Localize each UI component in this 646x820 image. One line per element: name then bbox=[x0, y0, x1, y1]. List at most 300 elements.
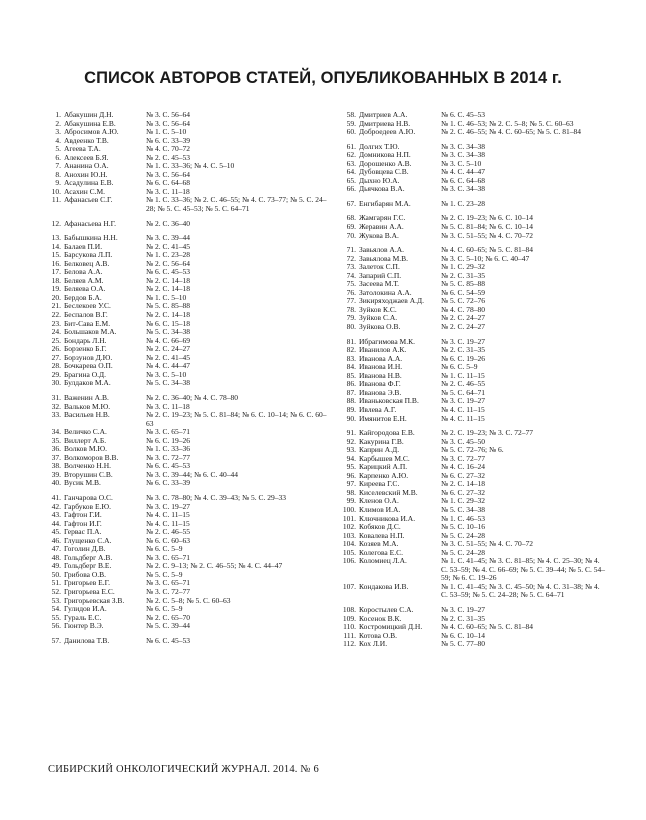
author-number: 64. bbox=[346, 167, 356, 177]
author-number: 9. bbox=[55, 178, 61, 188]
author-number: 66. bbox=[346, 184, 356, 194]
author-number: 36. bbox=[51, 444, 61, 454]
author-refs: № 6. С. 5–9 bbox=[441, 362, 478, 372]
author-number: 5. bbox=[55, 144, 61, 154]
author-refs: № 4. С. 11–15 bbox=[441, 413, 485, 423]
author-name: Каприн А.Д. bbox=[359, 446, 400, 455]
author-name: Козяев М.А. bbox=[359, 540, 399, 549]
author-number: 14. bbox=[51, 241, 61, 251]
author-refs: № 2. С. 56–64 bbox=[146, 258, 191, 268]
author-number: 86. bbox=[346, 379, 356, 389]
author-refs: № 5. С. 72–76; № 6. bbox=[441, 445, 504, 455]
author-number: 60. bbox=[346, 127, 356, 137]
author-number: 101. bbox=[342, 513, 356, 523]
author-number: 96. bbox=[346, 470, 356, 480]
author-number: 27. bbox=[51, 352, 61, 362]
author-refs: № 3. С. 5–10; № 6. С. 40–47 bbox=[441, 253, 530, 263]
author-number: 110. bbox=[343, 622, 356, 632]
author-number: 87. bbox=[346, 387, 356, 397]
author-name: Вусик М.В. bbox=[64, 479, 101, 488]
author-number: 44. bbox=[51, 518, 61, 528]
author-number: 8. bbox=[55, 169, 61, 179]
author-name: Иваньковская П.В. bbox=[359, 397, 419, 406]
author-refs: № 6. С. 19–26 bbox=[146, 435, 191, 445]
author-refs: № 2. С. 9–13; № 2. С. 46–55; № 4. С. 44–47 bbox=[146, 561, 283, 571]
author-number: 15. bbox=[51, 250, 61, 260]
author-refs: № 4. С. 11–15 bbox=[146, 510, 190, 520]
author-refs: № 2. С. 46–55 bbox=[441, 379, 486, 389]
author-number: 29. bbox=[51, 369, 61, 379]
author-refs: № 6. С. 45–53 bbox=[146, 635, 191, 645]
author-refs: № 5. С. 10–16 bbox=[441, 522, 486, 532]
author-number: 92. bbox=[346, 436, 356, 446]
author-number: 106. bbox=[342, 556, 356, 566]
author-refs: № 3. С. 34–38 bbox=[441, 150, 486, 160]
author-name: Васильев Н.В. bbox=[64, 411, 110, 420]
author-number: 80. bbox=[346, 322, 356, 332]
author-name: Коломиец Л.А. bbox=[359, 557, 407, 566]
author-number: 108. bbox=[342, 604, 356, 614]
author-name: Дмитриева Н.В. bbox=[359, 119, 411, 128]
author-name: Косенок В.К. bbox=[359, 614, 402, 623]
author-number: 6. bbox=[55, 152, 61, 162]
author-refs: № 4. С. 44–47 bbox=[146, 361, 191, 371]
author-refs: № 6. С. 60–63 bbox=[146, 535, 191, 545]
author-number: 73. bbox=[346, 262, 356, 272]
author-refs: № 6. С. 27–32 bbox=[441, 487, 486, 497]
author-number: 46. bbox=[51, 535, 61, 545]
author-refs: № 2. С. 31–35 bbox=[441, 345, 486, 355]
author-refs: № 5. С. 81–84; № 6. С. 10–14 bbox=[441, 222, 534, 232]
author-refs: № 3. С. 19–27 bbox=[441, 604, 486, 614]
author-entry bbox=[48, 479, 330, 488]
author-entry bbox=[338, 185, 608, 194]
author-name: Гольдберг А.В. bbox=[64, 553, 113, 562]
author-number: 25. bbox=[51, 335, 61, 345]
author-number: 79. bbox=[346, 313, 356, 323]
author-number: 74. bbox=[346, 270, 356, 280]
author-number: 83. bbox=[346, 353, 356, 363]
author-refs: № 6. С. 19–26 bbox=[441, 353, 486, 363]
author-number: 78. bbox=[346, 304, 356, 314]
author-name: Бабышкина Н.Н. bbox=[64, 234, 118, 243]
author-refs: № 3. С. 56–64 bbox=[146, 169, 191, 179]
author-entry bbox=[338, 323, 608, 332]
author-number: 69. bbox=[346, 222, 356, 232]
author-refs: № 2. С. 24–27 bbox=[146, 344, 191, 354]
author-refs: № 6. С. 5–9 bbox=[146, 544, 183, 554]
author-name: Зуйков К.С. bbox=[359, 305, 397, 314]
author-number: 51. bbox=[51, 578, 61, 588]
author-name: Брагина О.Д. bbox=[64, 370, 106, 379]
author-number: 70. bbox=[346, 230, 356, 240]
author-name: Гервас П.А. bbox=[64, 528, 102, 537]
author-refs: № 2. С. 14–18 bbox=[146, 284, 191, 294]
author-number: 54. bbox=[51, 604, 61, 614]
author-number: 91. bbox=[346, 428, 356, 438]
author-list-left-column bbox=[48, 111, 330, 645]
author-number: 103. bbox=[342, 530, 356, 540]
author-name: Волкоморов В.В. bbox=[64, 453, 119, 462]
author-refs: № 2. С. 14–18 bbox=[146, 275, 191, 285]
author-refs: № 3. С. 56–64 bbox=[146, 110, 191, 119]
author-refs: № 4. С. 60–65; № 5. С. 81–84 bbox=[441, 622, 534, 632]
author-number: 97. bbox=[346, 479, 356, 489]
author-refs: № 2. С. 31–35 bbox=[441, 613, 486, 623]
author-refs: № 2. С. 19–23; № 3. С. 72–77 bbox=[441, 428, 534, 438]
author-name: Ананина О.А. bbox=[64, 162, 109, 171]
author-entry bbox=[48, 411, 330, 428]
author-refs: № 1. С. 29–32 bbox=[441, 496, 486, 506]
author-name: Кайгородова Е.В. bbox=[359, 429, 415, 438]
author-refs: № 4. С. 16–24 bbox=[441, 462, 486, 472]
author-number: 82. bbox=[346, 345, 356, 355]
author-refs: № 4. С. 70–72 bbox=[146, 144, 191, 154]
author-number: 89. bbox=[346, 404, 356, 414]
author-name: Ганчарова О.С. bbox=[64, 493, 113, 502]
author-refs: № 2. С. 14–18 bbox=[146, 310, 191, 320]
author-name: Большаков М.А. bbox=[64, 328, 117, 337]
author-number: 62. bbox=[346, 150, 356, 160]
author-name: Волченко Н.Н. bbox=[64, 462, 111, 471]
author-name: Гулидов И.А. bbox=[64, 605, 107, 614]
author-number: 57. bbox=[51, 635, 61, 645]
author-name: Абросимов А.Ю. bbox=[64, 128, 119, 137]
author-name: Жукова В.А. bbox=[359, 231, 399, 240]
author-name: Дорошенко А.В. bbox=[359, 159, 412, 168]
author-name: Зуйкова О.В. bbox=[359, 323, 401, 332]
author-name: Иванова Ф.Г. bbox=[359, 380, 401, 389]
author-name: Гураль Е.С. bbox=[64, 613, 102, 622]
author-refs: № 4. С. 11–15 bbox=[146, 518, 190, 528]
author-refs: № 5. С. 5–9 bbox=[146, 569, 183, 579]
author-number: 42. bbox=[51, 501, 61, 511]
author-number: 94. bbox=[346, 453, 356, 463]
author-refs: № 5. С. 24–28 bbox=[441, 547, 486, 557]
author-refs: № 2. С. 41–45 bbox=[146, 241, 191, 251]
author-number: 48. bbox=[51, 552, 61, 562]
author-entry bbox=[338, 583, 608, 600]
author-refs: № 6. С. 45–53 bbox=[146, 267, 191, 277]
author-name: Какурина Г.В. bbox=[359, 437, 404, 446]
author-refs: № 2. С. 36–40; № 4. С. 78–80 bbox=[146, 392, 239, 402]
author-refs: № 3. С. 19–27 bbox=[146, 501, 191, 511]
author-refs: № 2. С. 24–27 bbox=[441, 313, 486, 323]
author-number: 37. bbox=[51, 452, 61, 462]
author-name: Кобяков Д.С. bbox=[359, 523, 401, 532]
author-refs: № 3. С. 39–44; № 6. С. 40–44 bbox=[146, 469, 239, 479]
author-number: 38. bbox=[51, 461, 61, 471]
author-refs: № 5. С. 24–28 bbox=[441, 530, 486, 540]
author-name: Кондакова И.В. bbox=[359, 582, 409, 591]
author-number: 58. bbox=[346, 110, 356, 119]
author-refs: № 3. С. 11–18 bbox=[146, 186, 190, 196]
author-number: 102. bbox=[342, 522, 356, 532]
author-name: Иванова А.А. bbox=[359, 354, 403, 363]
author-number: 52. bbox=[51, 586, 61, 596]
author-name: Дмитриев А.А. bbox=[359, 111, 408, 119]
author-name: Иванова И.Н. bbox=[359, 363, 403, 372]
author-refs: № 5. С. 64–71 bbox=[441, 387, 486, 397]
author-refs: № 6. С. 33–39 bbox=[146, 478, 191, 488]
author-number: 3. bbox=[55, 127, 61, 137]
author-refs: № 3. С. 51–55; № 4. С. 70–72 bbox=[441, 539, 534, 549]
author-number: 56. bbox=[51, 621, 61, 631]
author-name: Абакушин Д.Н. bbox=[64, 111, 114, 119]
author-number: 104. bbox=[342, 539, 356, 549]
author-number: 19. bbox=[51, 284, 61, 294]
author-number: 55. bbox=[51, 612, 61, 622]
author-name: Балаев П.И. bbox=[64, 242, 103, 251]
author-refs: № 3. С. 39–44 bbox=[146, 233, 191, 243]
author-number: 47. bbox=[51, 544, 61, 554]
author-number: 22. bbox=[51, 310, 61, 320]
author-name: Дубовцева С.В. bbox=[359, 168, 409, 177]
author-refs: № 3. С. 19–27 bbox=[441, 396, 486, 406]
author-refs: № 2. С. 14–18 bbox=[441, 479, 486, 489]
author-number: 30. bbox=[51, 378, 61, 388]
author-name: Костромицкий Д.Н. bbox=[359, 623, 423, 632]
author-entry bbox=[48, 285, 330, 294]
author-entry bbox=[48, 220, 330, 229]
author-refs: № 1. С. 33–36 bbox=[146, 444, 191, 454]
author-entry bbox=[338, 200, 608, 209]
author-name: Белова А.А. bbox=[64, 268, 103, 277]
author-name: Асахин С.М. bbox=[64, 187, 106, 196]
author-name: Климов И.А. bbox=[359, 505, 401, 514]
author-name: Колегова Е.С. bbox=[359, 548, 403, 557]
author-refs: № 3. С. 56–64 bbox=[146, 118, 191, 128]
author-name: Беляева О.А. bbox=[64, 285, 106, 294]
author-refs: № 3. С. 34–38 bbox=[441, 184, 486, 194]
author-refs: № 1. С. 33–36; № 2. С. 46–55; № 4. С. 73–77; № 5. С. 24–28; № 5. С. 45–53; № 5. С. 64–71 bbox=[146, 195, 327, 214]
author-name: Булдаков М.А. bbox=[64, 379, 111, 388]
author-refs: № 2. С. 31–35 bbox=[441, 270, 486, 280]
author-number: 21. bbox=[51, 301, 61, 311]
author-number: 72. bbox=[346, 253, 356, 263]
author-refs: № 3. С. 65–71 bbox=[146, 552, 191, 562]
author-refs: № 3. С. 51–55; № 4. С. 70–72 bbox=[441, 230, 534, 240]
author-name: Карицкий А.П. bbox=[359, 463, 408, 472]
author-name: Данилова Т.В. bbox=[64, 636, 110, 645]
author-name: Борзенко Б.Г. bbox=[64, 345, 107, 354]
author-name: Зуйков С.А. bbox=[359, 314, 398, 323]
author-entry bbox=[48, 537, 330, 546]
author-number: 50. bbox=[51, 569, 61, 579]
author-name: Коростылев С.А. bbox=[359, 605, 414, 614]
author-entry bbox=[48, 597, 330, 606]
author-refs: № 4. С. 66–69 bbox=[146, 335, 191, 345]
author-name: Доброедеев А.Ю. bbox=[359, 128, 416, 137]
author-refs: № 3. С. 72–77 bbox=[441, 453, 486, 463]
author-number: 93. bbox=[346, 445, 356, 455]
author-refs: № 2. С. 46–55 bbox=[146, 527, 191, 537]
author-name: Григорьева Е.С. bbox=[64, 587, 115, 596]
author-name: Иванова Н.В. bbox=[359, 371, 402, 380]
author-number: 109. bbox=[342, 613, 356, 623]
author-number: 81. bbox=[346, 336, 356, 346]
author-number: 43. bbox=[51, 510, 61, 520]
author-number: 112. bbox=[343, 639, 356, 649]
author-entry bbox=[48, 562, 330, 571]
author-name: Гафтон Г.И. bbox=[64, 511, 102, 520]
author-refs: № 3. С. 5–10 bbox=[146, 369, 187, 379]
author-refs: № 1. С. 46–53 bbox=[441, 513, 486, 523]
author-refs: № 2. С. 19–23; № 6. С. 10–14 bbox=[441, 213, 534, 223]
author-name: Ковалева Н.П. bbox=[359, 531, 405, 540]
author-name: Алексеев Б.Я. bbox=[64, 153, 109, 162]
author-refs: № 3. С. 72–77 bbox=[146, 586, 191, 596]
author-name: Виллерт А.Б. bbox=[64, 436, 107, 445]
author-refs: № 4. С. 78–80 bbox=[441, 304, 486, 314]
author-number: 100. bbox=[342, 504, 356, 514]
author-name: Киселевский М.В. bbox=[359, 488, 418, 497]
author-entry bbox=[338, 415, 608, 424]
author-number: 16. bbox=[51, 258, 61, 268]
author-name: Афанасьев С.Г. bbox=[64, 196, 113, 205]
author-refs: № 6. С. 45–53 bbox=[146, 461, 191, 471]
author-number: 53. bbox=[51, 595, 61, 605]
author-name: Киреева Г.С. bbox=[359, 480, 400, 489]
author-number: 68. bbox=[346, 213, 356, 223]
author-number: 35. bbox=[51, 435, 61, 445]
author-number: 31. bbox=[51, 392, 61, 402]
author-refs: № 1. С. 41–45; № 3. С. 81–85; № 4. С. 25–30; № 4. С. 53–59; № 4. С. 66–69; № 5. С. 39–44; № 5. С. 54–59; № 6. С. 19–26 bbox=[441, 556, 605, 583]
author-name: Ивлева А.Г. bbox=[359, 405, 397, 414]
author-refs: № 3. С. 65–71 bbox=[146, 578, 191, 588]
author-name: Имянитов Е.Н. bbox=[359, 414, 407, 423]
author-number: 84. bbox=[346, 362, 356, 372]
author-name: Бердов Б.А. bbox=[64, 293, 102, 302]
author-name: Гюнтер В.Э. bbox=[64, 622, 104, 631]
author-number: 75. bbox=[346, 279, 356, 289]
author-refs: № 1. С. 11–15 bbox=[441, 370, 485, 380]
author-entry bbox=[338, 128, 608, 137]
author-number: 111. bbox=[343, 630, 356, 640]
author-refs: № 1. С. 46–53; № 2. С. 5–8; № 5. С. 60–63 bbox=[441, 118, 574, 128]
author-refs: № 6. С. 64–68 bbox=[146, 178, 191, 188]
author-number: 20. bbox=[51, 292, 61, 302]
author-refs: № 6. С. 64–68 bbox=[441, 175, 486, 185]
author-refs: № 3. С. 65–71 bbox=[146, 427, 191, 437]
author-refs: № 3. С. 34–38 bbox=[441, 141, 486, 151]
author-name: Агеева Т.А. bbox=[64, 145, 101, 154]
author-refs: № 3. С. 45–50 bbox=[441, 436, 486, 446]
author-name: Кох Л.И. bbox=[359, 640, 388, 649]
author-number: 18. bbox=[51, 275, 61, 285]
journal-footer: СИБИРСКИЙ ОНКОЛОГИЧЕСКИЙ ЖУРНАЛ. 2014. № 6 bbox=[48, 764, 319, 775]
author-refs: № 3. С. 72–77 bbox=[146, 452, 191, 462]
author-name: Затолокина А.А. bbox=[359, 288, 412, 297]
author-refs: № 5. С. 39–44 bbox=[146, 621, 191, 631]
author-number: 76. bbox=[346, 287, 356, 297]
author-name: Енгибарян М.А. bbox=[359, 199, 411, 208]
author-refs: № 1. С. 5–10 bbox=[146, 127, 187, 137]
author-refs: № 5. С. 77–80 bbox=[441, 639, 486, 649]
author-number: 24. bbox=[51, 327, 61, 337]
author-name: Беспалов В.Г. bbox=[64, 311, 108, 320]
author-number: 107. bbox=[342, 581, 356, 591]
author-name: Жеравин А.А. bbox=[359, 223, 404, 232]
author-refs: № 2. С. 5–8; № 5. С. 60–63 bbox=[146, 595, 231, 605]
author-refs: № 2. С. 45–53 bbox=[146, 152, 191, 162]
author-number: 26. bbox=[51, 344, 61, 354]
author-number: 33. bbox=[51, 410, 61, 420]
author-number: 88. bbox=[346, 396, 356, 406]
author-entry bbox=[338, 232, 608, 241]
author-number: 90. bbox=[346, 413, 356, 423]
author-name: Гольдберг В.Е. bbox=[64, 562, 112, 571]
author-number: 12. bbox=[51, 218, 61, 228]
author-name: Григорьевская З.В. bbox=[64, 596, 125, 605]
author-name: Глущенко С.А. bbox=[64, 536, 112, 545]
author-refs: № 2. С. 24–27 bbox=[441, 322, 486, 332]
author-number: 1. bbox=[55, 110, 61, 119]
author-list-right-column bbox=[338, 111, 608, 649]
author-refs: № 5. С. 85–88 bbox=[146, 301, 191, 311]
author-refs: № 5. С. 72–76 bbox=[441, 296, 486, 306]
author-name: Бондарь Л.Н. bbox=[64, 336, 107, 345]
author-number: 23. bbox=[51, 318, 61, 328]
author-number: 4. bbox=[55, 135, 61, 145]
author-name: Иванилов А.К. bbox=[359, 346, 407, 355]
author-refs: № 1. С. 23–28 bbox=[441, 198, 486, 208]
author-name: Запарий С.П. bbox=[359, 271, 402, 280]
author-name: Гафтон И.Г. bbox=[64, 519, 102, 528]
author-refs: № 1. С. 41–45; № 3. С. 45–50; № 4. С. 31–38; № 4. С. 53–59; № 5. С. 24–28; № 5. С. 64–71 bbox=[441, 581, 600, 600]
author-number: 59. bbox=[346, 118, 356, 128]
author-name: Засеева М.Т. bbox=[359, 280, 400, 289]
author-number: 105. bbox=[342, 547, 356, 557]
author-name: Котова О.В. bbox=[359, 631, 398, 640]
author-refs: № 3. С. 78–80; № 4. С. 39–43; № 5. С. 29–33 bbox=[146, 492, 287, 502]
author-name: Иванова Э.В. bbox=[359, 388, 402, 397]
author-number: 11. bbox=[51, 195, 61, 205]
author-refs: № 4. С. 44–47 bbox=[441, 167, 486, 177]
author-name: Асадулина Е.В. bbox=[64, 179, 114, 188]
author-number: 63. bbox=[346, 158, 356, 168]
author-entry bbox=[48, 622, 330, 631]
author-name: Абакушина Е.В. bbox=[64, 119, 116, 128]
author-refs: № 5. С. 85–88 bbox=[441, 279, 486, 289]
author-name: Дьячкова В.А. bbox=[359, 185, 405, 194]
author-refs: № 3. С. 11–18 bbox=[146, 401, 190, 411]
author-refs: № 6. С. 54–59 bbox=[441, 287, 486, 297]
author-number: 65. bbox=[346, 175, 356, 185]
author-name: Бит-Сава Е.М. bbox=[64, 319, 111, 328]
author-number: 10. bbox=[51, 186, 61, 196]
author-refs: № 3. С. 5–10 bbox=[441, 158, 482, 168]
author-entry bbox=[48, 120, 330, 129]
author-number: 99. bbox=[346, 496, 356, 506]
author-number: 28. bbox=[51, 361, 61, 371]
author-refs: № 6. С. 10–14 bbox=[441, 630, 486, 640]
author-number: 39. bbox=[51, 469, 61, 479]
author-refs: № 3. С. 19–27 bbox=[441, 336, 486, 346]
author-refs: № 6. С. 33–39 bbox=[146, 135, 191, 145]
author-number: 77. bbox=[346, 296, 356, 306]
author-name: Важенин А.В. bbox=[64, 393, 109, 402]
author-number: 71. bbox=[346, 245, 356, 255]
author-entry bbox=[48, 362, 330, 371]
author-number: 40. bbox=[51, 478, 61, 488]
author-refs: № 5. С. 34–38 bbox=[441, 504, 486, 514]
author-name: Зикиряходжаев А.Д. bbox=[359, 297, 424, 306]
author-entry bbox=[48, 196, 330, 213]
author-refs: № 1. С. 23–28 bbox=[146, 250, 191, 260]
author-name: Карпенко А.Ю. bbox=[359, 471, 409, 480]
author-refs: № 5. С. 34–38 bbox=[146, 327, 191, 337]
